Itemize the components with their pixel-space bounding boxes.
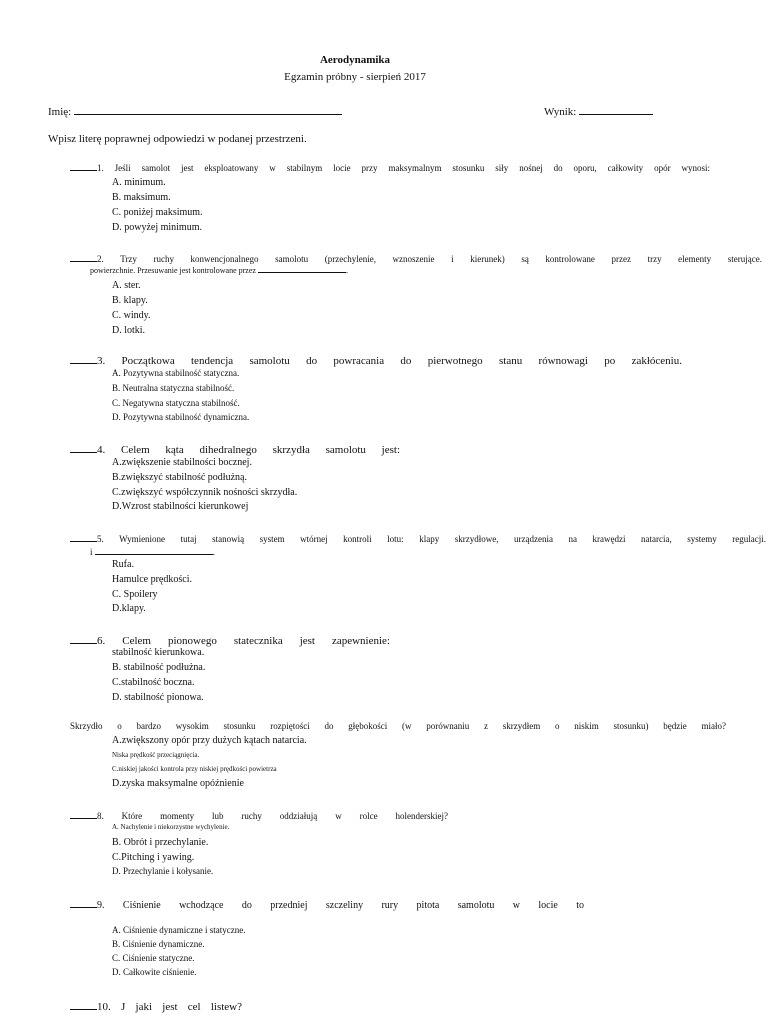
name-row: [48, 104, 342, 118]
question-text: 5. Wymienione tutaj stanowią system wtórnej kontroli lotu: klapy skrzydłowe, urządzenia na krawędzi natarcia, systemy regulacji.: [97, 534, 766, 544]
option: B. Obrót i przechylanie.: [112, 837, 209, 848]
option: D.Wzrost stabilności kierunkowej: [112, 501, 249, 512]
question-4: [70, 442, 400, 456]
exam-subtitle: Egzamin próbny - sierpień 2017: [284, 71, 426, 83]
question-9: [70, 897, 584, 911]
option: B. klapy.: [112, 295, 148, 306]
question-6: [70, 633, 390, 647]
question-text: 10. J jaki jest cel listew?: [97, 1001, 242, 1013]
option: Niska prędkość przeciągnięcia.: [112, 751, 200, 759]
option: D.klapy.: [112, 603, 146, 614]
option: C.stabilność boczna.: [112, 677, 195, 688]
option: A. Pozytywna stabilność statyczna.: [112, 368, 240, 378]
answer-blank-1[interactable]: [70, 160, 97, 171]
option: C.niskiej jakości kontrola przy niskiej prędkości powietrza: [112, 765, 277, 773]
option: D. Przechylanie i kołysanie.: [112, 866, 214, 876]
answer-blank-2[interactable]: [70, 251, 97, 262]
option: C. poniżej maksimum.: [112, 207, 203, 218]
option: A. minimum.: [112, 177, 166, 188]
question-text-end: .: [345, 266, 348, 275]
option: D. powyżej minimum.: [112, 222, 202, 233]
question-text-continued: powierzchnie. Przesuwanie jest kontrolowane przez: [90, 266, 256, 275]
question-text: 2. Trzy ruchy konwencjonalnego samolotu (przechylenie, wznoszenie i kierunek) są kontrolowane przez trzy elementy sterujące.: [97, 254, 762, 264]
option: C. Ciśnienie statyczne.: [112, 953, 195, 963]
question-3: [70, 353, 682, 367]
option: C. Spoilery: [112, 589, 158, 600]
option: C.Pitching i yawing.: [112, 852, 195, 863]
question-text: 4. Celem kąta dihedralnego skrzydła samolotu jest:: [97, 444, 400, 456]
option: A. ster.: [112, 280, 141, 291]
option: A.zwiększony opór przy dużych kątach natarcia.: [112, 735, 307, 746]
answer-blank-3[interactable]: [70, 353, 97, 364]
score-blank[interactable]: [579, 104, 653, 115]
answer-blank-4[interactable]: [70, 442, 97, 453]
option: A. Ciśnienie dynamiczne i statyczne.: [112, 925, 246, 935]
option: D. Pozytywna stabilność dynamiczna.: [112, 412, 250, 422]
option: C. windy.: [112, 310, 151, 321]
name-label: Imię:: [48, 106, 72, 118]
name-blank[interactable]: [74, 104, 342, 115]
option: B. maksimum.: [112, 192, 171, 203]
question-5: [70, 531, 766, 544]
score-label: Wynik:: [544, 106, 577, 118]
exam-title: Aerodynamika: [319, 54, 391, 66]
option: D.zyska maksymalne opóźnienie: [112, 778, 244, 789]
score-row: [544, 104, 653, 118]
fill-in-blank[interactable]: [258, 264, 346, 273]
question-2-continuation: [90, 264, 348, 275]
question-text: 8. Które momenty lub ruchy oddziałują w rolce holenderskiej?: [97, 811, 448, 821]
option: D. lotki.: [112, 325, 146, 336]
question-text: 9. Ciśnienie wchodzące do przedniej szczeliny rury pitota samolotu w locie to: [97, 900, 584, 911]
option: B. Neutralna statyczna stabilność.: [112, 383, 235, 393]
option: A.zwiększenie stabilności bocznej.: [112, 457, 252, 468]
option: D. stabilność pionowa.: [112, 692, 204, 703]
option: Rufa.: [112, 559, 134, 570]
question-1: [70, 160, 710, 173]
question-text-continued: i: [90, 547, 93, 557]
option: B. stabilność podłużna.: [112, 662, 206, 673]
question-8: [70, 808, 448, 821]
option: stabilność kierunkowa.: [112, 647, 205, 658]
question-text: 6. Celem pionowego statecznika jest zapewnienie:: [97, 635, 390, 647]
answer-blank-10[interactable]: [70, 999, 97, 1010]
question-7: Skrzydło o bardzo wysokim stosunku rozpiętości do głębokości (w porównaniu z skrzydłem o niskim stosunku) będzie miało?: [70, 721, 726, 731]
instruction-text: Wpisz literę poprawnej odpowiedzi w podanej przestrzeni.: [48, 133, 307, 145]
question-5-continuation: [90, 545, 215, 557]
question-text: 1. Jeśli samolot jest eksploatowany w stabilnym locie przy maksymalnym stosunku siły nośnej do oporu, całkowity opór wynosi:: [97, 163, 710, 173]
fill-in-blank[interactable]: [95, 545, 216, 557]
answer-blank-5[interactable]: [70, 531, 97, 542]
question-text: 3. Początkowa tendencja samolotu do powracania do pierwotnego stanu równowagi po zakłóceniu.: [97, 355, 682, 367]
option: Hamulce prędkości.: [112, 574, 192, 585]
option: C.zwiększyć współczynnik nośności skrzydła.: [112, 487, 298, 498]
question-2: [70, 251, 762, 264]
question-10: [70, 999, 242, 1013]
option: A. Nachylenie i niekorzystne wychylenie.: [112, 823, 230, 831]
option: B. Ciśnienie dynamiczne.: [112, 939, 205, 949]
option: B.zwiększyć stabilność podłużną.: [112, 472, 247, 483]
answer-blank-6[interactable]: [70, 633, 97, 644]
answer-blank-8[interactable]: [70, 808, 97, 819]
option: C. Negatywna statyczna stabilność.: [112, 398, 240, 408]
answer-blank-9[interactable]: [70, 897, 97, 908]
question-text-end: .: [212, 547, 216, 557]
option: D. Całkowite ciśnienie.: [112, 967, 197, 977]
